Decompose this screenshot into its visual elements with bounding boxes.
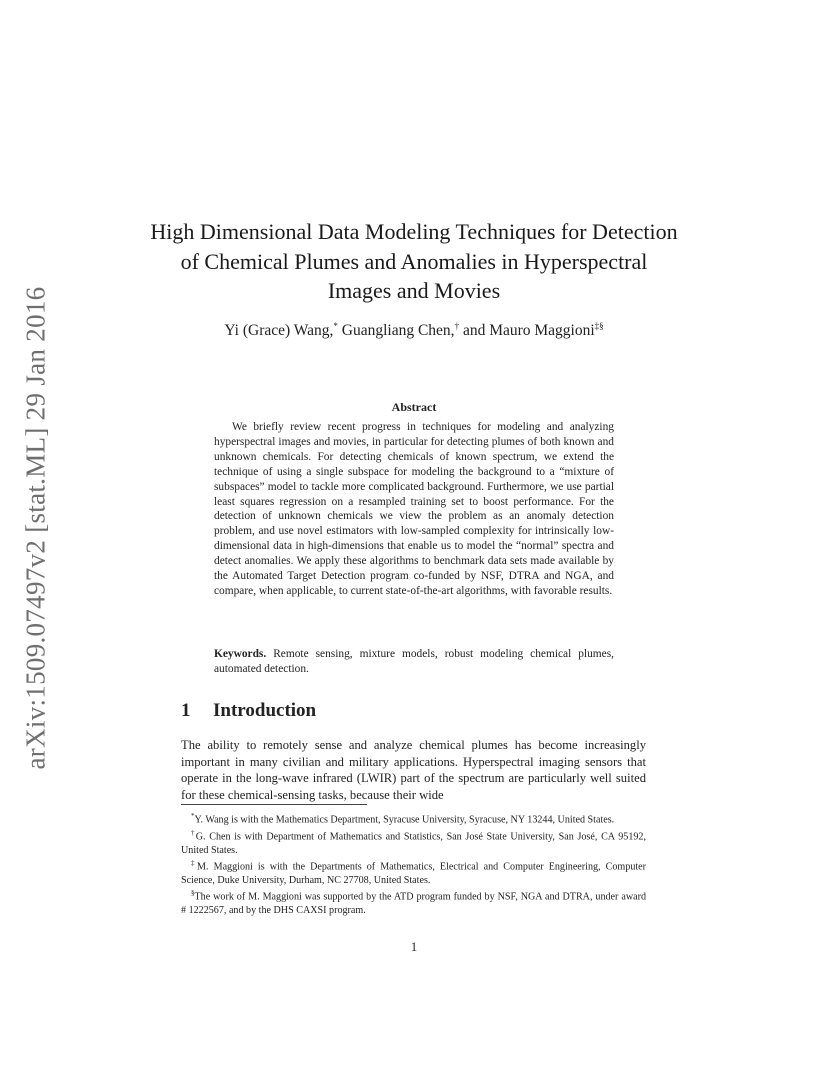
introduction-paragraph: The ability to remotely sense and analyze chemical plumes has become increasingly important in many civilian and military applications. Hyperspectral imaging sensors that operate in the long-wave infrared (LWIR) part of the spectrum are particularly well suited for these chemical-sensing tasks, because their wide	[181, 738, 646, 802]
footnote-mark: ‡	[191, 858, 198, 867]
footnote-separator	[181, 804, 367, 805]
footnote-mark: §	[191, 889, 195, 898]
author-maggioni: and Mauro Maggioni	[459, 322, 595, 340]
author-list	[150, 321, 678, 340]
section-heading-introduction	[181, 700, 316, 722]
footnote-wang	[181, 810, 646, 827]
footnote-mark: *	[191, 812, 195, 820]
footnote-maggioni	[181, 857, 646, 887]
footnotes	[181, 810, 646, 917]
abstract-body: We briefly review recent progress in techniques for modeling and analyzing hyperspectral images and movies, in particular for detecting plumes of both known and unknown chemicals. For detecting chemicals of known spectrum, we extend the technique of using a single subspace for modeling the background to a “mixture of subspaces” model to tackle more complicated background. Furthermore, we use partial least squares regression on a resampled training set to boost performance. For the detection of unknown chemicals we view the problem as an anomaly detection problem, and use novel estimators with low-sampled complexity for intrinsically low-dimensional data in high-dimensions that enable us to model the “normal” spectra and detect anomalies. We apply these algorithms to benchmark data sets made available by the Automated Target Detection program co-funded by NSF, DTRA and NGA, and compare, when applicable, to current state-of-the-art algorithms, with favorable results.	[214, 421, 614, 597]
abstract-heading: Abstract	[391, 400, 437, 414]
footnote-funding	[181, 887, 646, 917]
keywords-label: Keywords.	[214, 648, 267, 660]
footnote-text: Y. Wang is with the Mathematics Department, Syracuse University, Syracuse, NY 13244, United States.	[194, 814, 615, 826]
footnote-chen	[181, 827, 646, 857]
author-maggioni-footnote-mark: ‡§	[594, 321, 604, 331]
footnote-text: G. Chen is with Department of Mathematics and Statistics, San José State University, San José, CA 95192, United States.	[181, 831, 646, 856]
author-wang-footnote-mark: *	[333, 321, 338, 331]
author-chen: Guangliang Chen,	[337, 322, 455, 340]
section-number: 1	[181, 700, 191, 721]
arxiv-identifier-stamp: arXiv:1509.07497v2 [stat.ML] 29 Jan 2016	[20, 286, 51, 770]
paper-title: High Dimensional Data Modeling Techniques for Detection of Chemical Plumes and Anomalies in Hyperspectral Images and Movies	[150, 219, 678, 303]
keywords-text: Remote sensing, mixture models, robust modeling chemical plumes, automated detection.	[214, 648, 614, 675]
keywords-paragraph	[214, 647, 614, 677]
footnote-mark: †	[191, 828, 196, 837]
footnote-text: The work of M. Maggioni was supported by the ATD program funded by NSF, NGA and DTRA, under award # 1222567, and by the DHS CAXSI program.	[181, 891, 646, 916]
author-chen-footnote-mark: †	[454, 321, 460, 331]
author-wang: Yi (Grace) Wang,	[224, 322, 334, 340]
page-number: 1	[410, 940, 418, 954]
footnote-text: M. Maggioni is with the Departments of Mathematics, Electrical and Computer Engineering, Computer Science, Duke University, Durham, NC 27708, United States.	[181, 861, 647, 886]
section-title: Introduction	[213, 700, 317, 721]
